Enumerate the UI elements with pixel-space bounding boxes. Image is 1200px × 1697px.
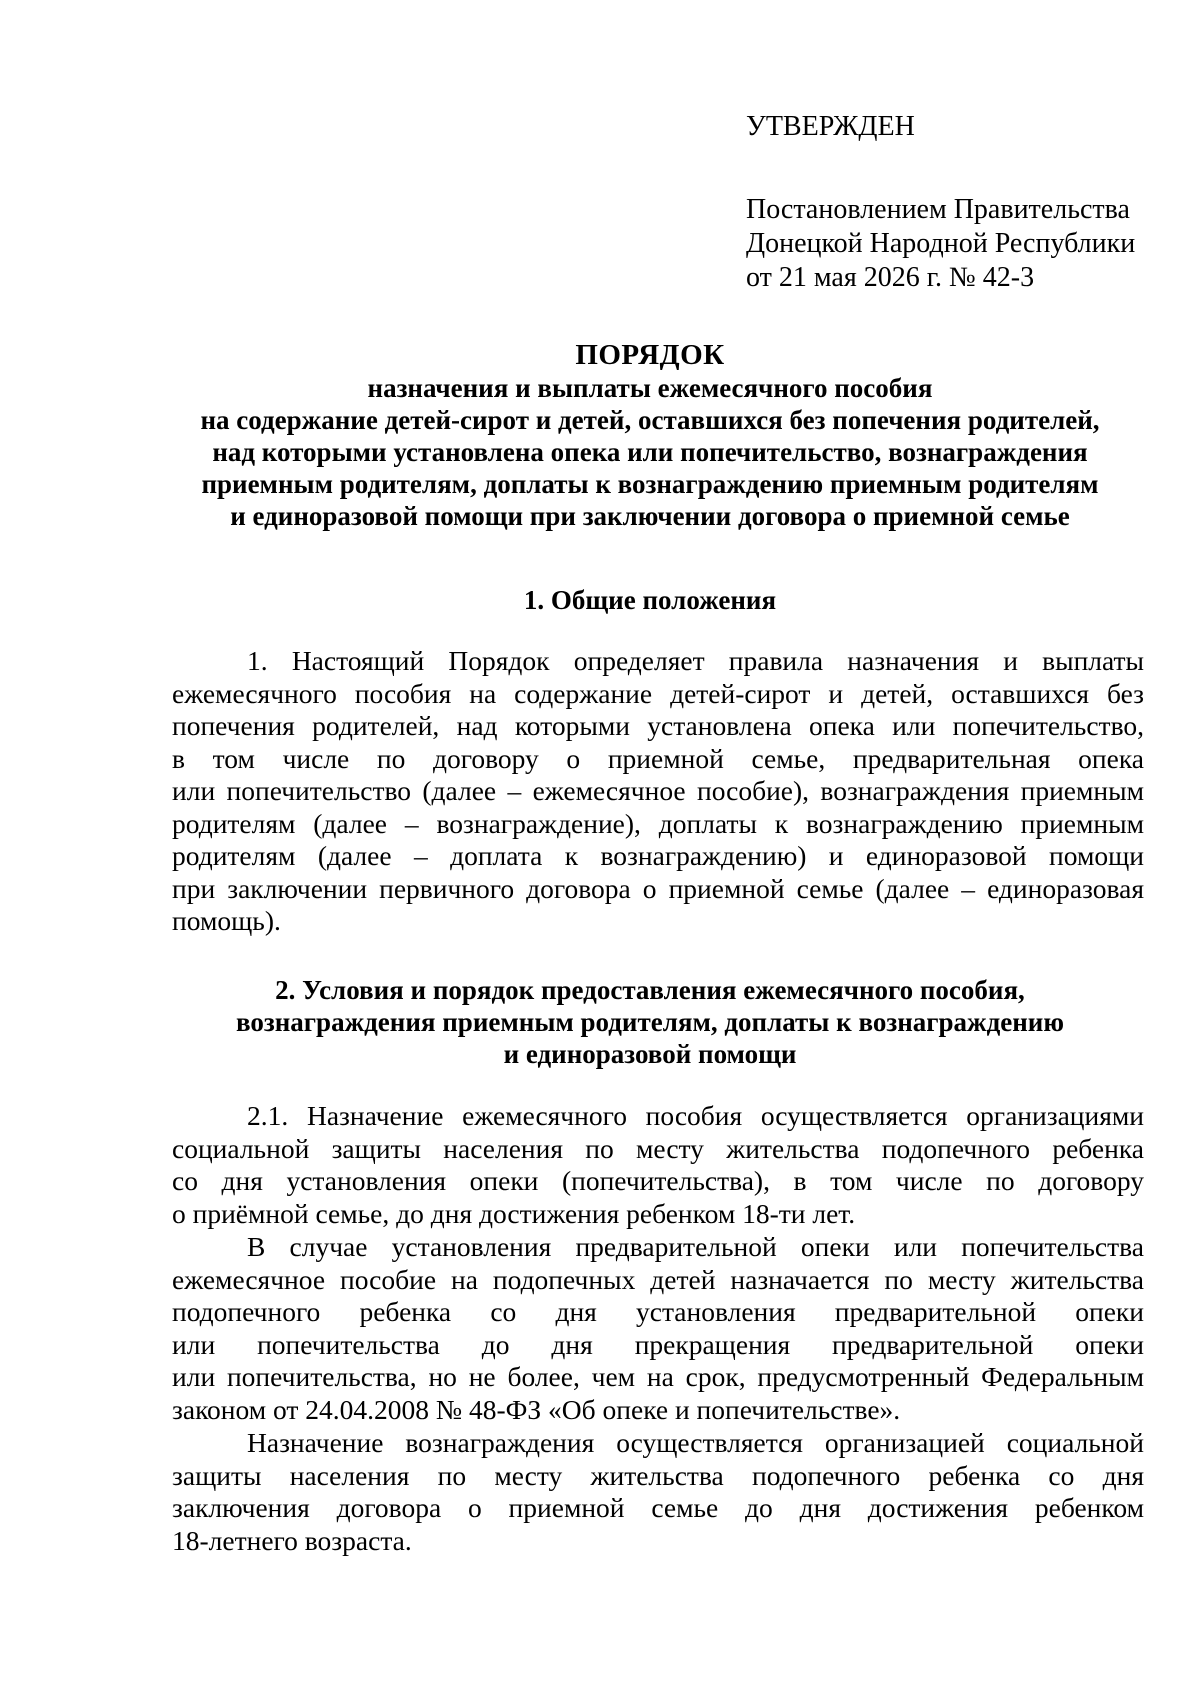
paragraph-line: попечения родителей, над которыми установлена опека или попечительство, xyxy=(172,710,1144,741)
section-heading-line: и единоразовой помощи xyxy=(503,1039,797,1069)
document-title-line: над которыми установлена опека или попечительство, вознаграждения xyxy=(212,437,1088,467)
document-title-main: ПОРЯДОК xyxy=(575,339,725,371)
paragraph-line: родителям (далее – доплата к вознаграждению) и единоразовой помощи xyxy=(172,840,1144,871)
paragraph-line: в том числе по договору о приемной семье, предварительная опека xyxy=(172,742,1144,774)
approval-line: Постановлением Правительства xyxy=(746,194,1130,225)
paragraph-line: ежемесячное пособие на подопечных детей назначается по месту жительства xyxy=(172,1263,1144,1295)
paragraph-line: 2.1. Назначение ежемесячного пособия осуществляется организациями xyxy=(247,1100,1144,1131)
approval-line: от 21 мая 2026 г. № 42-3 xyxy=(746,262,1035,293)
paragraph-line: 1. Настоящий Порядок определяет правила назначения и выплаты xyxy=(247,645,1144,676)
paragraph-line: или попечительства до дня прекращения предварительной опеки xyxy=(172,1328,1144,1360)
paragraph-line: родителям (далее – вознаграждение), доплаты к вознаграждению приемным xyxy=(172,807,1144,839)
section-2-paragraph-1 xyxy=(172,1100,1144,1230)
document-title-line: приемным родителям, доплаты к вознаграждению приемным родителям xyxy=(201,469,1099,499)
approval-heading: УТВЕРЖДЕН xyxy=(746,111,915,142)
section-heading-line: 1. Общие положения xyxy=(523,585,777,615)
section-2-paragraph-2 xyxy=(172,1231,1144,1426)
approval-stamp-block xyxy=(746,110,1135,295)
document-title xyxy=(150,338,1150,532)
paragraph-line: о приёмной семье, до дня достижения ребенком 18-ти лет. xyxy=(172,1197,856,1229)
paragraph-line: или попечительство (далее – ежемесячное пособие), вознаграждения приемным xyxy=(172,775,1144,806)
paragraph-line: или попечительства, но не более, чем на срок, предусмотренный Федеральным xyxy=(172,1361,1144,1392)
section-heading-line: вознаграждения приемным родителям, доплаты к вознаграждению xyxy=(235,1007,1064,1037)
paragraph-line: В случае установления предварительной опеки или попечительства xyxy=(247,1231,1144,1262)
section-2-heading xyxy=(150,974,1150,1070)
section-1-paragraph xyxy=(172,645,1144,938)
document-title-line: на содержание детей-сирот и детей, оставшихся без попечения родителей, xyxy=(200,405,1100,435)
section-1-heading xyxy=(150,584,1150,616)
paragraph-line: подопечного ребенка со дня установления предварительной опеки xyxy=(172,1296,1144,1327)
paragraph-line: ежемесячного пособия на содержание детей-сирот и детей, оставшихся без xyxy=(172,677,1144,709)
paragraph-line: со дня установления опеки (попечительства), в том числе по договору xyxy=(172,1165,1144,1196)
document-title-line: и единоразовой помощи при заключении договора о приемной семье xyxy=(230,501,1070,531)
paragraph-line: 18-летнего возраста. xyxy=(172,1524,412,1556)
paragraph-line: законом от 24.04.2008 № 48-ФЗ «Об опеке и попечительстве». xyxy=(172,1393,901,1425)
paragraph-line: при заключении первичного договора о приемной семье (далее – единоразовая xyxy=(172,872,1144,904)
paragraph-line: социальной защиты населения по месту жительства подопечного ребенка xyxy=(172,1132,1144,1164)
paragraph-line: защиты населения по месту жительства подопечного ребенка со дня xyxy=(172,1459,1144,1491)
section-2-paragraph-3 xyxy=(172,1427,1144,1557)
document-title-line: назначения и выплаты ежемесячного пособия xyxy=(367,373,933,403)
paragraph-line: помощь). xyxy=(172,905,281,936)
paragraph-line: Назначение вознаграждения осуществляется организацией социальной xyxy=(247,1427,1144,1458)
approval-line: Донецкой Народной Республики xyxy=(746,228,1136,259)
section-heading-line: 2. Условия и порядок предоставления ежемесячного пособия, xyxy=(275,975,1025,1005)
paragraph-line: заключения договора о приемной семье до дня достижения ребенком xyxy=(172,1492,1144,1523)
